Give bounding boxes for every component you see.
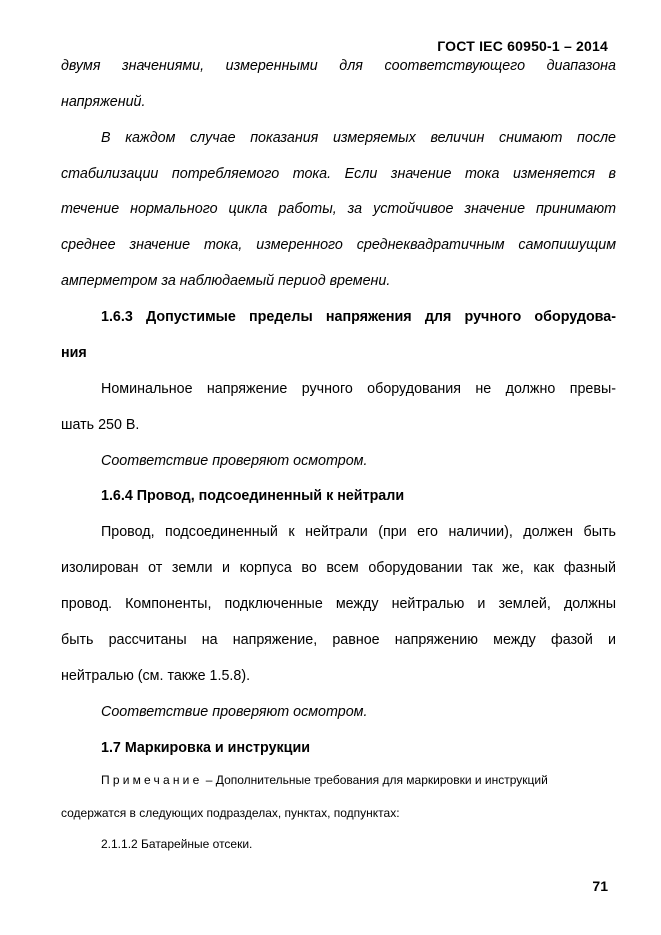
section-heading-1-6-3-cont: ния [61, 345, 87, 361]
note-line: 2.1.1.2 Батарейные отсеки. [101, 837, 253, 851]
document-header: ГОСТ IEC 60950-1 – 2014 [437, 38, 608, 54]
note-label: Примечание [101, 773, 203, 787]
paragraph-line: течение нормального цикла работы, за устойчивое значение принимают [61, 201, 616, 217]
paragraph-line: изолирован от земли и корпуса во всем оборудовании так же, как фазный [61, 560, 616, 576]
paragraph-line: стабилизации потребляемого тока. Если значение тока изменяется в [61, 166, 616, 182]
paragraph-line: шать 250 В. [61, 417, 140, 433]
paragraph-line: Провод, подсоединенный к нейтрали (при его наличии), должен быть [101, 524, 616, 540]
section-heading-1-6-4: 1.6.4 Провод, подсоединенный к нейтрали [101, 488, 405, 504]
paragraph-line: двумя значениями, измеренными для соответствующего диапазона [61, 58, 616, 74]
note-line: содержатся в следующих подразделах, пунктах, подпунктах: [61, 806, 400, 820]
section-heading-1-7: 1.7 Маркировка и инструкции [101, 740, 311, 756]
paragraph-line: среднее значение тока, измеренного среднеквадратичным самопишущим [61, 237, 616, 253]
paragraph-line: В каждом случае показания измеряемых величин снимают после [101, 130, 616, 146]
compliance-note: Соответствие проверяют осмотром. [101, 704, 368, 720]
paragraph-line: напряжений. [61, 94, 146, 110]
compliance-note: Соответствие проверяют осмотром. [101, 453, 368, 469]
note-text: – Дополнительные требования для маркировки и инструкций [202, 773, 548, 787]
paragraph-line: Номинальное напряжение ручного оборудования не должно превы- [101, 381, 616, 397]
paragraph-line: нейтралью (см. также 1.5.8). [61, 668, 251, 684]
paragraph-line: амперметром за наблюдаемый период времени. [61, 273, 391, 289]
page-number: 71 [592, 878, 608, 894]
paragraph-line: быть рассчитаны на напряжение, равное напряжению между фазой и [61, 632, 616, 648]
note-line [101, 773, 616, 787]
paragraph-line: провод. Компоненты, подключенные между нейтралью и землей, должны [61, 596, 616, 612]
section-heading-1-6-3: 1.6.3 Допустимые пределы напряжения для ручного оборудова- [101, 309, 616, 325]
